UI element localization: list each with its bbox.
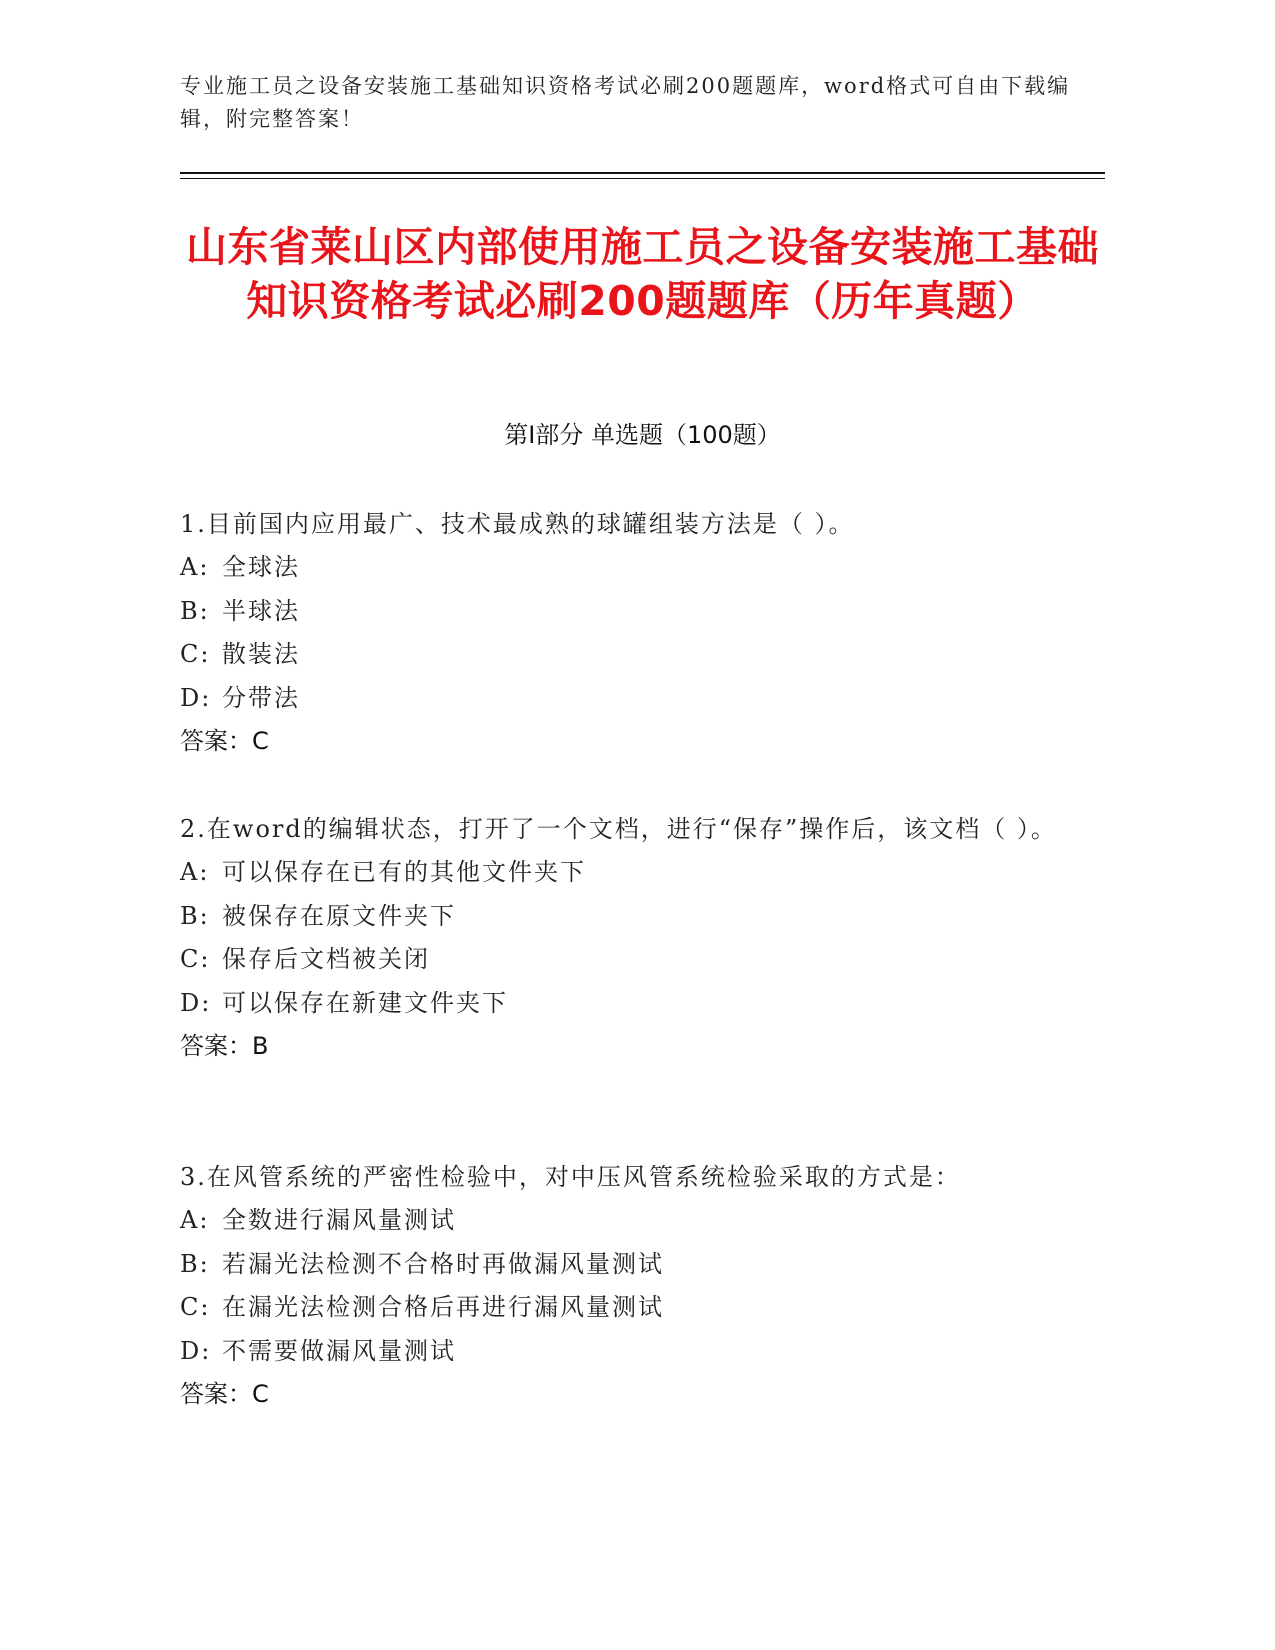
option-text: 全球法	[222, 553, 300, 581]
option-label: D:	[180, 1336, 212, 1365]
option-b	[180, 895, 1060, 939]
option-label: D:	[180, 988, 212, 1017]
option-d	[180, 677, 1060, 721]
question-stem: 1.目前国内应用最广、技术最成熟的球罐组装方法是（ ）。	[180, 510, 855, 538]
option-c	[180, 938, 1060, 982]
section-heading: 第I部分 单选题（100题）	[504, 421, 781, 449]
option-label: A:	[180, 858, 210, 886]
option-label: B:	[180, 901, 210, 930]
option-a	[180, 1199, 1060, 1243]
option-text: 半球法	[222, 596, 300, 625]
option-d	[180, 982, 1060, 1026]
option-text: 分带法	[222, 683, 300, 712]
option-label: C:	[180, 640, 211, 668]
answer: 答案：C	[180, 1380, 269, 1408]
option-text: 散装法	[222, 640, 300, 668]
document-title: 山东省莱山区内部使用施工员之设备安装施工基础知识资格考试必刷200题题库（历年真题）	[186, 223, 1099, 325]
option-label: D:	[180, 683, 212, 712]
answer: 答案：C	[180, 727, 269, 755]
option-c	[180, 633, 1060, 677]
header-note: 专业施工员之设备安装施工基础知识资格考试必刷200题题库，word格式可自由下载编辑，附完整答案！	[180, 74, 1071, 131]
option-text: 保存后文档被关闭	[222, 945, 430, 973]
question-3	[180, 1156, 1060, 1417]
option-text: 在漏光法检测合格后再进行漏风量测试	[222, 1293, 664, 1321]
option-c	[180, 1286, 1060, 1330]
answer: 答案：B	[180, 1032, 269, 1060]
question-2	[180, 808, 1060, 1069]
option-d	[180, 1330, 1060, 1374]
option-text: 若漏光法检测不合格时再做漏风量测试	[222, 1249, 664, 1278]
option-a	[180, 546, 1060, 590]
option-label: A:	[180, 1206, 210, 1234]
question-stem: 2.在word的编辑状态，打开了一个文档，进行“保存”操作后，该文档（ ）。	[180, 815, 1057, 843]
option-label: A:	[180, 553, 210, 581]
option-label: B:	[180, 1249, 210, 1278]
option-b	[180, 590, 1060, 634]
question-stem: 3.在风管系统的严密性检验中，对中压风管系统检验采取的方式是：	[180, 1163, 961, 1191]
option-label: B:	[180, 596, 210, 625]
option-text: 不需要做漏风量测试	[222, 1336, 456, 1365]
option-label: C:	[180, 1293, 211, 1321]
option-text: 可以保存在新建文件夹下	[222, 988, 508, 1017]
option-text: 可以保存在已有的其他文件夹下	[222, 858, 586, 886]
option-a	[180, 851, 1060, 895]
option-text: 被保存在原文件夹下	[222, 901, 456, 930]
header-divider-thick	[180, 172, 1105, 174]
option-label: C:	[180, 945, 211, 973]
header-divider-thin	[180, 178, 1105, 179]
option-b	[180, 1243, 1060, 1287]
option-text: 全数进行漏风量测试	[222, 1206, 456, 1234]
question-1	[180, 503, 1060, 764]
